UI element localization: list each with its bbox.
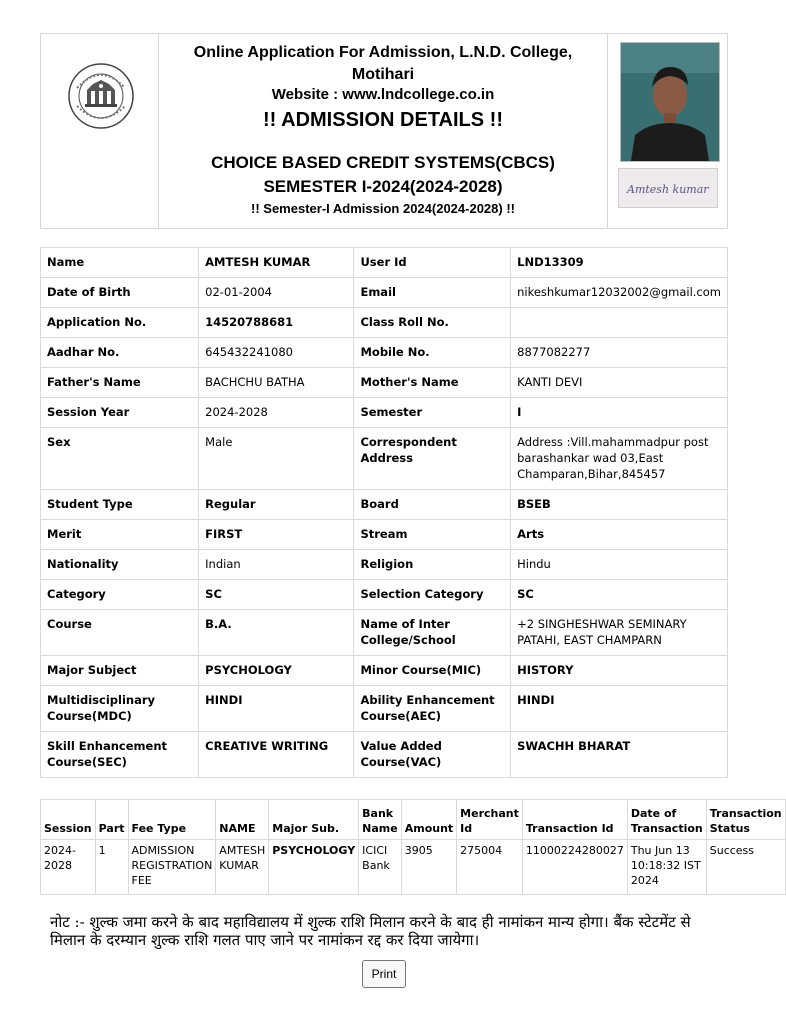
details-row bbox=[41, 490, 728, 520]
field-value: BSEB bbox=[511, 490, 728, 520]
field-label: Ability Enhancement Course(AEC) bbox=[354, 686, 511, 732]
field-value: Regular bbox=[199, 490, 354, 520]
details-row bbox=[41, 398, 728, 428]
details-row bbox=[41, 520, 728, 550]
student-details-table bbox=[40, 247, 728, 778]
fee-transaction-table bbox=[40, 799, 786, 895]
field-label: Mobile No. bbox=[354, 338, 511, 368]
student-signature bbox=[618, 168, 718, 208]
field-label: Father's Name bbox=[41, 368, 199, 398]
field-value: KANTI DEVI bbox=[511, 368, 728, 398]
fee-column-header: Bank Name bbox=[359, 800, 402, 840]
details-row bbox=[41, 338, 728, 368]
field-value: FIRST bbox=[199, 520, 354, 550]
field-value: PSYCHOLOGY bbox=[199, 656, 354, 686]
field-value: 2024-2028 bbox=[199, 398, 354, 428]
details-row bbox=[41, 248, 728, 278]
print-button[interactable]: Print bbox=[362, 960, 406, 988]
field-label: Category bbox=[41, 580, 199, 610]
field-value: BACHCHU BATHA bbox=[199, 368, 354, 398]
field-value: 14520788681 bbox=[199, 308, 354, 338]
details-row bbox=[41, 428, 728, 490]
fee-cell: 1 bbox=[95, 840, 128, 895]
fee-column-header: Fee Type bbox=[128, 800, 216, 840]
field-value: LND13309 bbox=[511, 248, 728, 278]
student-photo bbox=[620, 42, 720, 162]
field-label: Minor Course(MIC) bbox=[354, 656, 511, 686]
field-value: I bbox=[511, 398, 728, 428]
field-value: SC bbox=[199, 580, 354, 610]
field-value: B.A. bbox=[199, 610, 354, 656]
field-value bbox=[511, 308, 728, 338]
field-label: Student Type bbox=[41, 490, 199, 520]
field-label: Nationality bbox=[41, 550, 199, 580]
field-label: Semester bbox=[354, 398, 511, 428]
fee-cell: 275004 bbox=[457, 840, 523, 895]
field-label: Selection Category bbox=[354, 580, 511, 610]
field-value: HINDI bbox=[199, 686, 354, 732]
fee-cell: Success bbox=[706, 840, 785, 895]
field-value: nikeshkumar12032002@gmail.com bbox=[511, 278, 728, 308]
website-text: Website : www.lndcollege.co.in bbox=[271, 86, 495, 103]
details-row bbox=[41, 580, 728, 610]
details-row bbox=[41, 610, 728, 656]
field-value: Hindu bbox=[511, 550, 728, 580]
fee-cell: 2024-2028 bbox=[41, 840, 96, 895]
field-label: User Id bbox=[354, 248, 511, 278]
fee-cell: Thu Jun 13 10:18:32 IST 2024 bbox=[627, 840, 706, 895]
field-label: Sex bbox=[41, 428, 199, 490]
field-label: Stream bbox=[354, 520, 511, 550]
field-label: Name bbox=[41, 248, 199, 278]
field-value: HISTORY bbox=[511, 656, 728, 686]
fee-cell: ADMISSION REGISTRATION FEE bbox=[128, 840, 216, 895]
details-row bbox=[41, 656, 728, 686]
field-label: Name of Inter College/School bbox=[354, 610, 511, 656]
fee-column-header: Part bbox=[95, 800, 128, 840]
field-label: Class Roll No. bbox=[354, 308, 511, 338]
semester-heading: SEMESTER I-2024(2024-2028) bbox=[263, 177, 503, 196]
college-title: Online Application For Admission, L.N.D. College, bbox=[193, 44, 573, 61]
fee-header-row bbox=[41, 800, 786, 840]
fee-note: नोट :- शुल्क जमा करने के बाद महाविद्यालय में शुल्क राशि मिलान करने के बाद ही नामांकन मान्य होगा। बैंक स्टेटमेंट से मिलान के दरम्यान शुल्क राशि गलत पाए जाने पर नामांकन रद्द कर दिया जायेगा। bbox=[50, 913, 691, 949]
field-value: +2 SINGHESHWAR SEMINARY PATAHI, EAST CHAMPARN bbox=[511, 610, 728, 656]
header-title-cell bbox=[159, 34, 608, 228]
college-city: Motihari bbox=[351, 66, 415, 83]
field-label: Application No. bbox=[41, 308, 199, 338]
field-value: SC bbox=[511, 580, 728, 610]
field-label: Value Added Course(VAC) bbox=[354, 732, 511, 778]
field-label: Session Year bbox=[41, 398, 199, 428]
fee-column-header: Transaction Status bbox=[706, 800, 785, 840]
cbcs-heading: CHOICE BASED CREDIT SYSTEMS(CBCS) bbox=[211, 153, 555, 172]
fee-cell: 11000224280027 bbox=[522, 840, 627, 895]
details-row bbox=[41, 368, 728, 398]
fee-cell: 3905 bbox=[401, 840, 456, 895]
field-value: Indian bbox=[199, 550, 354, 580]
field-value: 8877082277 bbox=[511, 338, 728, 368]
field-label: Email bbox=[354, 278, 511, 308]
fee-column-header: Session bbox=[41, 800, 96, 840]
header-box bbox=[40, 33, 728, 229]
fee-cell: PSYCHOLOGY bbox=[269, 840, 359, 895]
field-label: Correspondent Address bbox=[354, 428, 511, 490]
field-label: Date of Birth bbox=[41, 278, 199, 308]
fee-column-header: Merchant Id bbox=[457, 800, 523, 840]
field-value: Address :Vill.mahammadpur post barashankar wad 03,East Champaran,Bihar,845457 bbox=[511, 428, 728, 490]
fee-column-header: Transaction Id bbox=[522, 800, 627, 840]
field-label: Aadhar No. bbox=[41, 338, 199, 368]
college-logo-icon bbox=[67, 60, 135, 132]
admission-details-heading: !! ADMISSION DETAILS !! bbox=[263, 109, 503, 131]
signature-text: Amtesh kumar bbox=[627, 183, 709, 196]
details-row bbox=[41, 732, 728, 778]
field-value: AMTESH KUMAR bbox=[199, 248, 354, 278]
fee-column-header: NAME bbox=[216, 800, 269, 840]
field-value: Arts bbox=[511, 520, 728, 550]
photo-cell bbox=[608, 34, 728, 228]
fee-data-row bbox=[41, 840, 786, 895]
fee-column-header: Amount bbox=[401, 800, 456, 840]
fee-cell: ICICI Bank bbox=[359, 840, 402, 895]
field-label: Religion bbox=[354, 550, 511, 580]
field-label: Multidisciplinary Course(MDC) bbox=[41, 686, 199, 732]
fee-column-header: Major Sub. bbox=[269, 800, 359, 840]
details-row bbox=[41, 308, 728, 338]
field-label: Board bbox=[354, 490, 511, 520]
field-value: HINDI bbox=[511, 686, 728, 732]
details-row bbox=[41, 550, 728, 580]
field-label: Course bbox=[41, 610, 199, 656]
field-value: 645432241080 bbox=[199, 338, 354, 368]
semester-admission-heading: !! Semester-I Admission 2024(2024-2028) !! bbox=[251, 201, 515, 216]
details-row bbox=[41, 278, 728, 308]
logo-cell bbox=[41, 34, 159, 228]
field-label: Skill Enhancement Course(SEC) bbox=[41, 732, 199, 778]
field-label: Major Subject bbox=[41, 656, 199, 686]
fee-cell: AMTESH KUMAR bbox=[216, 840, 269, 895]
field-value: 02-01-2004 bbox=[199, 278, 354, 308]
fee-column-header: Date of Transaction bbox=[627, 800, 706, 840]
field-value: SWACHH BHARAT bbox=[511, 732, 728, 778]
field-label: Mother's Name bbox=[354, 368, 511, 398]
details-row bbox=[41, 686, 728, 732]
field-value: Male bbox=[199, 428, 354, 490]
field-label: Merit bbox=[41, 520, 199, 550]
field-value: CREATIVE WRITING bbox=[199, 732, 354, 778]
